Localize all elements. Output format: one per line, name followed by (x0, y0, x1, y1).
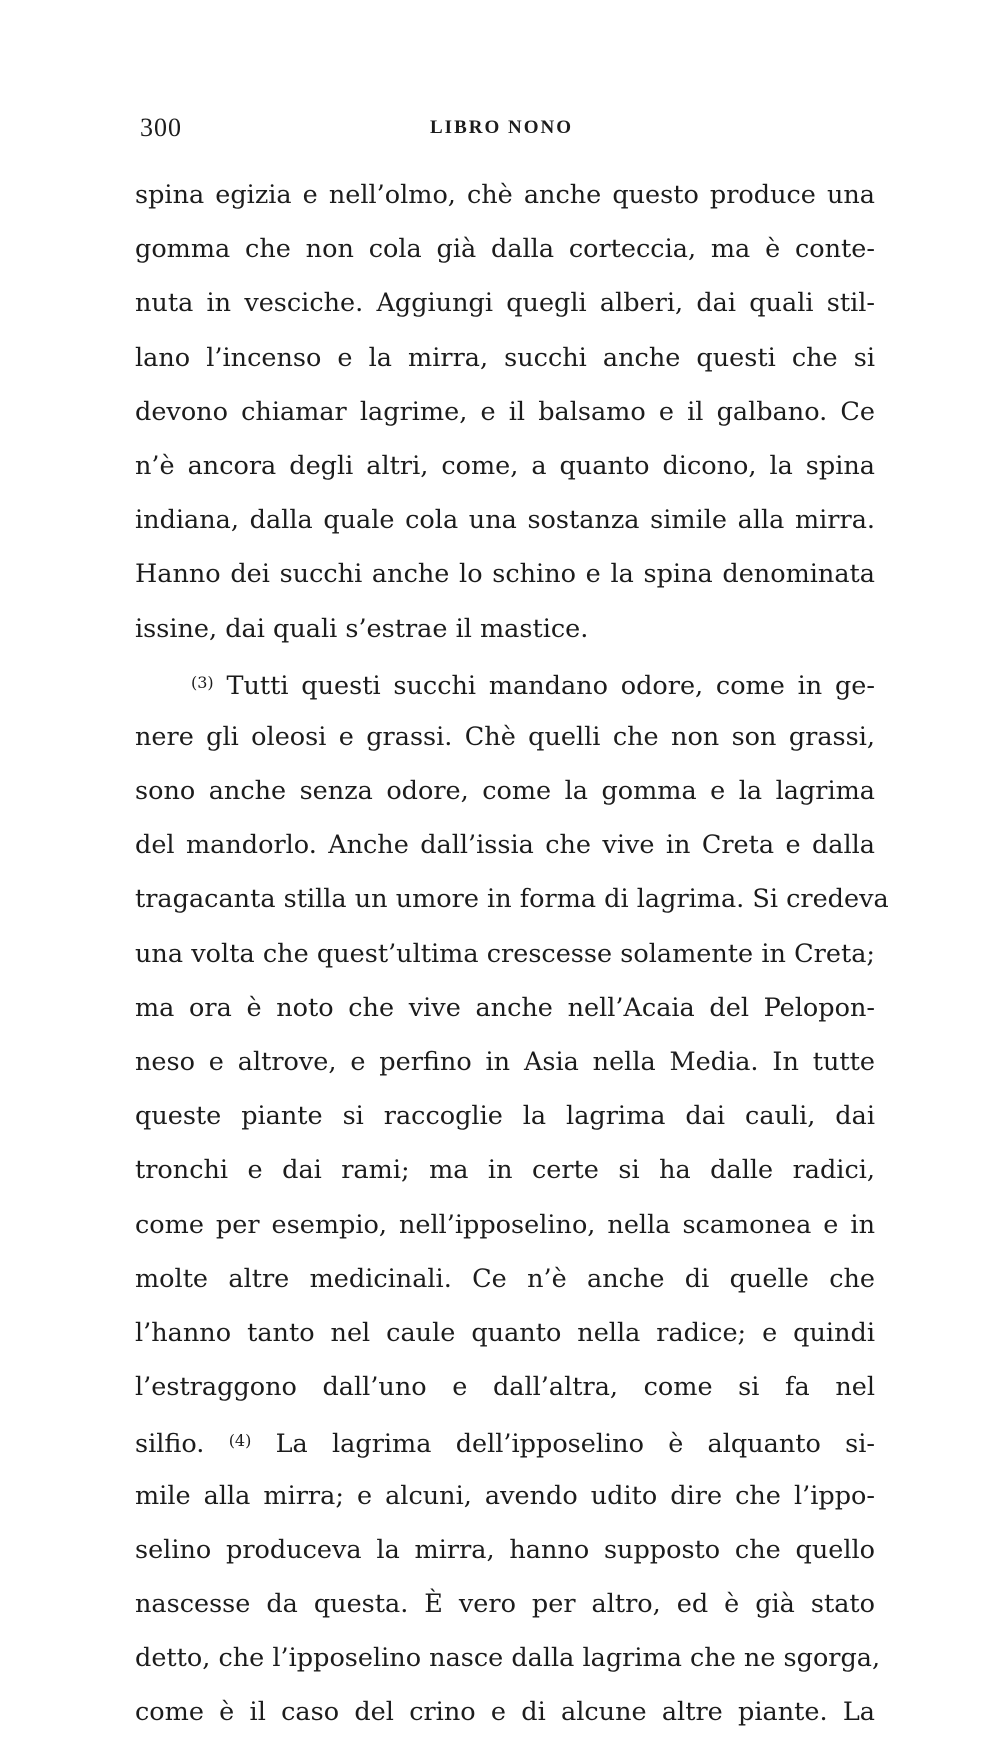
text-line: neso e altrove, e perfino in Asia nella Media. In tutte (135, 1047, 875, 1077)
text-line: nascesse da questa. È vero per altro, ed è già stato (135, 1588, 875, 1619)
mixed-line (135, 1414, 875, 1468)
text-line: gomma che non cola già dalla corteccia, ma è conte- (135, 234, 875, 265)
text-line: come per esempio, nell’ipposelino, nella scamonea e in (135, 1209, 875, 1240)
page-number: 300 (140, 113, 182, 142)
text-line: indiana, dalla quale cola una sostanza simile alla mirra. (135, 505, 875, 536)
text-line: spina egizia e nell’olmo, chè anche questo produce una (135, 180, 875, 210)
footnote-marker: (4) (228, 1431, 252, 1451)
text-line: come è il caso del crino e di alcune altre piante. La (135, 1697, 875, 1728)
text-line: silfio. (135, 1429, 205, 1460)
text-line: lano l’incenso e la mirra, succhi anche questi che si (135, 342, 875, 373)
text-line: La lagrima dell’ipposelino è alquanto si- (275, 1429, 875, 1460)
page-header (140, 113, 875, 147)
text-line: tronchi e dai rami; ma in certe si ha dalle radici, (135, 1155, 875, 1186)
text-line: devono chiamar lagrime, e il balsamo e il galbano. Ce (135, 396, 875, 427)
text-line: una volta che quest’ultima crescesse solamente in Creta; (135, 938, 875, 969)
text-line: nuta in vesciche. Aggiungi quegli alberi, dai quali stil- (135, 288, 875, 319)
text-line: selino produceva la mirra, hanno supposto che quello (135, 1534, 875, 1565)
text-line: detto, che l’ipposelino nasce dalla lagrima che ne sgorga, (135, 1643, 881, 1674)
text-line: molte altre medicinali. Ce n’è anche di quelle che (135, 1263, 875, 1294)
text-line: Tutti questi succhi mandano odore, come in ge- (226, 670, 875, 701)
body-text (135, 168, 889, 1739)
text-line: issine, dai quali s’estrae il mastice. (135, 613, 589, 644)
paragraph-start-line (135, 656, 875, 710)
text-line: mile alla mirra; e alcuni, avendo udito dire che l’ippo- (135, 1480, 875, 1511)
running-head: LIBRO NONO (430, 117, 573, 138)
text-line: tragacanta stilla un umore in forma di lagrima. Si credeva (135, 884, 889, 915)
text-line: l’estraggono dall’uno e dall’altra, come si fa nel (135, 1372, 875, 1403)
text-line: nere gli oleosi e grassi. Chè quelli che non son grassi, (135, 721, 875, 752)
text-line: sono anche senza odore, come la gomma e la lagrima (135, 776, 875, 807)
text-line: queste piante si raccoglie la lagrima dai cauli, dai (135, 1101, 875, 1132)
text-line: l’hanno tanto nel caule quanto nella radice; e quindi (135, 1317, 875, 1348)
text-line: Hanno dei succhi anche lo schino e la spina denominata (135, 559, 875, 590)
footnote-marker: (3) (191, 672, 214, 692)
text-line: ma ora è noto che vive anche nell’Acaia del Pelopon- (135, 992, 875, 1023)
text-line: n’è ancora degli altri, come, a quanto dicono, la spina (135, 450, 875, 481)
text-line: del mandorlo. Anche dall’issia che vive in Creta e dalla (135, 830, 875, 861)
